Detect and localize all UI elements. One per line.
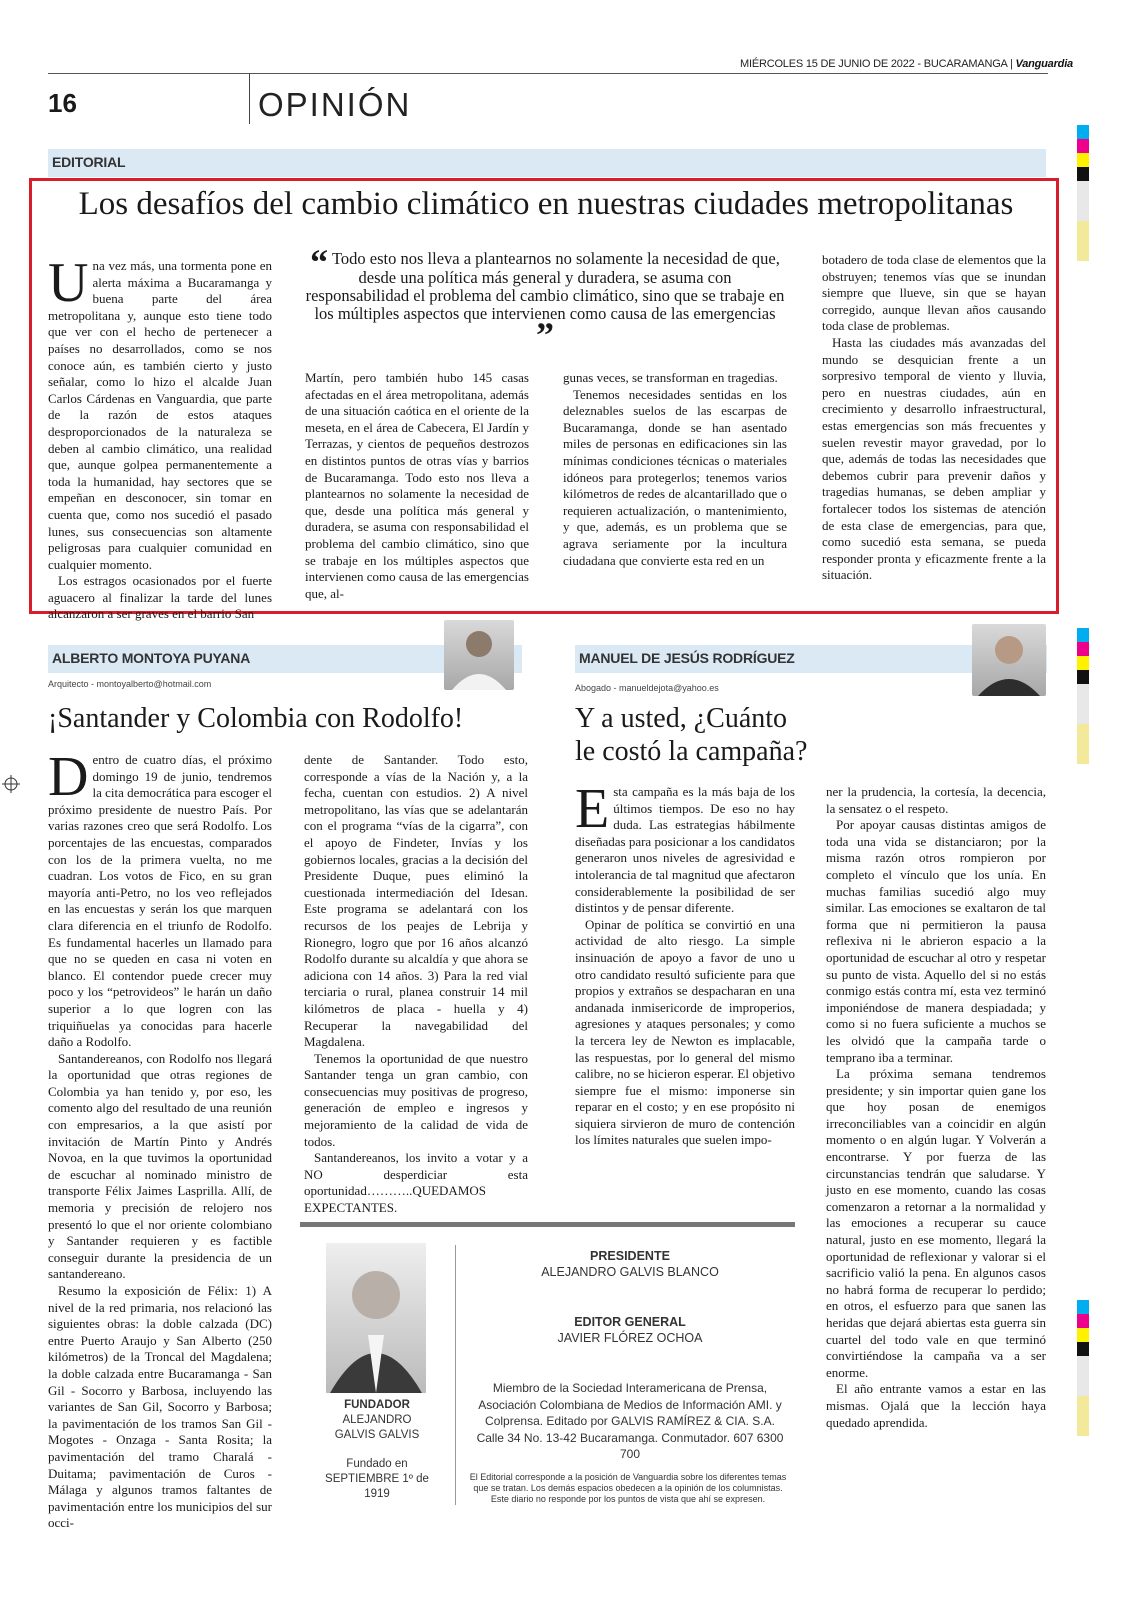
editorial-title: Los desafíos del cambio climático en nuestras ciudades metropolitanas — [78, 186, 1014, 222]
drop-cap: U — [48, 252, 89, 314]
masthead-rule — [300, 1222, 795, 1227]
drop-cap: D — [48, 746, 89, 808]
paragraph: Tenemos necesidades sentidas en los deleznables suelos de las escarpas de Bucaramanga, donde se han asentado miles de personas en edificaciones sin las mínimas condiciones técnicas o materiales idóneos para protegerlos; tenemos varios kilómetros de redes de alcantarillado que o requieren actualización, o mantenimiento, y que, además, es un problema que se agrava seriamente por la incultura ciudadana que convierte esta red en un — [563, 386, 787, 568]
editorial-tag-bar — [48, 149, 1046, 177]
editorial-column-3 — [563, 370, 787, 569]
cmyk-strip-bottom — [1077, 1300, 1089, 1436]
paragraph: gunas veces, se transforman en tragedias. — [563, 370, 778, 385]
cmyk-strip-middle — [1077, 628, 1089, 764]
left-article-column-1 — [48, 746, 272, 1532]
founded-label: Fundado en — [346, 1458, 408, 1470]
masthead-credits — [470, 1248, 790, 1346]
membership-text: Miembro de la Sociedad Interamericana de Prensa, Asociación Colombiana de Medios de Información AMI. y Colprensa. Editado por GALVIS RAMÍREZ & CIA. S.A. Calle 34 No. 13-42 Bucaramanga. Conmutador. 607 6300 700 — [476, 1381, 784, 1461]
paragraph: Santandereanos, con Rodolfo nos llegará la oportunidad que otras regiones de Colombia ya han tenido y, por eso, les comento algo del resultado de una reunión con empresarios, a la que asistí por invitación de Martín Pinto y Andrés Novoa, en la que tuvimos la oportunidad de escuchar al nominado ministro de transporte Félix Jaimes Lasprilla. Allí, de memoria y precisión de relojero nos presentó lo que el nor oriente colombiano y Santander requieren y es factible conseguir durante la presidencia de un santandereano. — [48, 1050, 272, 1282]
editorial-column-1 — [48, 252, 272, 623]
author-name: MANUEL DE JESÚS RODRÍGUEZ — [579, 650, 795, 666]
title-line: le costó la campaña? — [575, 736, 808, 767]
paragraph: Santandereanos, los invito a votar y a NO desperdiciar esta oportunidad………..QUEDAMOS EXPECTANTES. — [304, 1150, 528, 1216]
author-info: Abogado - manueldejota@yahoo.es — [575, 683, 719, 693]
editor-label: EDITOR GENERAL — [574, 1315, 686, 1329]
left-article-column-2 — [304, 752, 528, 1217]
paragraph: El año entrante vamos a estar en las mismas. Ojalá que la lección haya quedado aprendida. — [826, 1381, 1046, 1430]
paragraph: Los estragos ocasionados por el fuerte aguacero al finalizar la tarde del lunes alcanzaron a ser graves en el barrio San — [48, 573, 272, 622]
paragraph: Una vez más, una tormenta pone en alerta máxima a Bucaramanga y buena parte del área metropolitana y, aunque esto tiene todo que ver con el hecho de pertenecer a países no desarrollados, como se nos conoce aún, es también cierto y justo señalar, como lo hizo el alcalde Juan Carlos Cárdenas en Vanguardia, que parte de la razón de estos ataques desproporcionados de la naturaleza se deben al cambio climático, una realidad que, aunque golpea permanentemente a toda la humanidad, hay sectores que se empeñan en desconocer, sin tomar en cuenta que, como nos sucedió el pasado lunes, sus consecuencias son altamente peligrosas para cualquier comunidad en cualquier momento. — [48, 252, 272, 572]
author-photo — [972, 624, 1046, 696]
right-article-column-2 — [826, 784, 1046, 1431]
president-label: PRESIDENTE — [590, 1249, 670, 1263]
editorial-column-2 — [305, 370, 529, 602]
paragraph: Hasta las ciudades más avanzadas del mundo se desquician frente a un sorpresivo temporal de viento y lluvia, pero en nuestras ciudades, aún en crecimiento y desarrollo infraestructural, estas emergencias son más frecuentes y suelen revestir mayor gravedad, por lo que, además de todas las necesidades que debemos cubrir para prevenir daños y tragedias humanas, se deben ampliar y fortalecer todos los sistemas de atención de esta clase de emergencias, para que, como sucedió esta semana, se pueda responder pronta y eficazmente frente a la situación. — [822, 334, 1046, 583]
paragraph: Dentro de cuatro días, el próximo domingo 19 de junio, tendremos la cita democrática para escoger el próximo presidente de nuestro País. Por varias razones creo que será Rodolfo. Los porcentajes de las encuestas, comparados con los de la primera vuelta, no me cuadran. Los votos de Fico, en su gran mayoría anti-Petro, no los veo reflejados en las encuestas y serán los que marquen clara diferencia en el triunfo de Rodolfo. Es fundamental hacerles un llamado para que no se queden en casa ni voten en blanco. El contendor puede crecer muy poco y los “petrovideos” le harán un daño superior a lo que logren con las triquiñuelas ya conocidas para hacerle daño a Rodolfo. — [48, 746, 272, 1050]
date-line: MIÉRCOLES 15 DE JUNIO DE 2022 - BUCARAMANGA | — [740, 58, 1013, 70]
paragraph: Opinar de política se convirtió en una actividad de alto riesgo. La simple insinuación de apoyo a favor de uno u otro candidato resultó suficiente para que propios y extraños se despacharan en una andanada inmisericorde de improperios, agresiones y ataques personales; y como la tercera ley de Newton es implacable, las respuestas, por lo general del mismo calibre, no se hicieron esperar. El objetivo siempre fue el mismo: imponerse sin reparar en el costo; y en ese propósito ni siquiera sirvieron de muro de contención los límites naturales que suelen impo- — [575, 916, 795, 1148]
founder-label: FUNDADOR — [344, 1399, 410, 1411]
article-title — [575, 702, 1045, 768]
disclaimer-text: El Editorial corresponde a la posición de Vanguardia sobre los diferentes temas que se tratan. Los demás espacios obedecen a la opinión de los columnistas. Este diario no responde por los puntos de vista que ahí se expresen. — [469, 1472, 787, 1504]
article-title: ¡Santander y Colombia con Rodolfo! — [48, 703, 464, 734]
open-quote-icon: “ — [310, 242, 329, 282]
president-name: ALEJANDRO GALVIS BLANCO — [541, 1265, 719, 1279]
paragraph: ner la prudencia, la cortesía, la decencia, la sensatez o el respeto. — [826, 784, 1046, 816]
paragraph: La próxima semana tendremos presidente; y sin importar quien gane los que hoy posan de enemigos irreconciliables van a coincidir en algún momento o en algún lugar. Y Volverán a encontrarse. Y por fuerza de las circunstancias tendrán que saludarse. Y justo en ese momento, cuando las cosas comenzaron a retornar a la normalidad y las emociones a recuperar su cauce natural, justo en ese momento, llegará la oportunidad de reflexionar y valorar si el sacrificio valió la pena. En algunos casos no habrá forma de recuperar lo perdido; en otros, el esfuerzo para que sanen las heridas que dejará abiertas esta guerra sin cuartel del todo vale en que terminó convirtiéndose la campaña va a ser enorme. — [826, 1066, 1046, 1380]
editorial-tag: EDITORIAL — [52, 154, 126, 170]
paragraph: botadero de toda clase de elementos que la obstruyen; tenemos vías que se inundan siempre que llueve, sin que se hayan corregido, aunque llevan años causando toda clase de problemas. — [822, 252, 1046, 334]
author-name: ALBERTO MONTOYA PUYANA — [52, 650, 251, 666]
registration-mark-icon — [2, 775, 20, 793]
founder-photo — [326, 1243, 426, 1393]
masthead-divider — [455, 1245, 456, 1505]
cmyk-strip-top — [1077, 125, 1089, 261]
pull-quote-text: Todo esto nos lleva a plantearnos no solamente la necesidad de que, desde una política más general y duradera, se asuma con responsabilidad el problema del cambio climático, sino que se trabaje en los múltiples aspectos que intervienen como causa de las emergencias — [305, 249, 785, 323]
author-info: Arquitecto - montoyalberto@hotmail.com — [48, 679, 212, 689]
page-number: 16 — [48, 88, 77, 118]
founded-date: SEPTIEMBRE 1º de 1919 — [325, 1473, 429, 1500]
paragraph: Tenemos la oportunidad de que nuestro Santander tenga un gran cambio, con consecuencias muy positivas de progreso, generación de empleo e ingresos y mejoramiento de la calidad de vida de todos. — [304, 1050, 528, 1149]
paragraph: Martín, pero también hubo 145 casas afectadas en el área metropolitana, además de una situación caótica en el oriente de la meseta, en el área de Cabecera, El Jardín y Terrazas, y cientos de pequeños destrozos en distintos puntos de otras vías y barrios de Bucaramanga. Todo esto nos lleva a plantearnos no solamente la necesidad de que, desde una política más general y duradera, se asuma con responsabilidad el problema del cambio climático, sino que se trabaje en los múltiples aspectos que intervienen como causa de las emergencias que, al- — [305, 370, 529, 601]
founder-block — [318, 1398, 436, 1502]
author-photo — [444, 620, 514, 690]
editor-name: JAVIER FLÓREZ OCHOA — [557, 1331, 703, 1345]
paragraph: dente de Santander. Todo esto, corresponde a vías de la Nación y, a la fecha, cuentan con estudios. 2) A nivel metropolitano, las vías que se adelantarán con el programa “vías de la cigarra”, con el apoyo de Findeter, Invías y los gobiernos locales, gracias a la decisión del Presidente Duque, pues eliminó la cuestionada intermediación del Idesan. Este programa se adelantará con los recursos de los peajes de Lebrija y Rionegro, logro que por 16 años alcanzó Rodolfo durante su alcaldía y que ahora se adiciona con 14 años. 3) Para la red vial terciaria o rural, planea construir 14 mil kilómetros de placa - huella y 4) Recuperar la navegabilidad del Magdalena. — [304, 752, 528, 1050]
header-date — [740, 58, 1073, 70]
paragraph: Resumo la exposición de Félix: 1) A nivel de la red primaria, nos relacionó las siguientes obras: la doble calzada (DC) entre Puerto Araujo y San Alberto (250 kilómetros) de la Troncal del Magdalena; la doble calzada entre Bucaramanga - San Gil - Socorro y Barbosa, incluyendo las variantes de San Gil, Socorro y Barbosa; la pavimentación de los tramos San Gil - Mogotes - Onzaga - Santa Rosita; la pavimentación del tramo Charalá - Duitama; pavimentación de Curos - Málaga y algunos tramos faltantes de pavimentación entre los municipios del sur occi- — [48, 1283, 272, 1531]
section-title: OPINIÓN — [258, 86, 412, 123]
title-line: Y a usted, ¿Cuánto — [575, 703, 788, 734]
founder-name: GALVIS GALVIS — [334, 1429, 420, 1441]
header-divider — [249, 74, 250, 124]
brand-logo: Vanguardia — [1015, 58, 1073, 70]
close-quote-icon: ” — [536, 315, 554, 355]
paragraph: Esta campaña es la más baja de los últimos tiempos. De eso no hay duda. Las estrategias hábilmente diseñadas para posicionar a los candidatos generaron unos niveles de agresividad e intolerancia de tal magnitud que afectaron considerablemente la posibilidad de ser distintos y de pensar diferente. — [575, 778, 795, 916]
right-article-column-1 — [575, 778, 795, 1149]
paragraph: Por apoyar causas distintas amigos de toda una vida se distanciaron; por la misma razón otros rompieron por completo el vínculo que los unía. En muchas familias sucedió algo muy similar. Las emociones se exaltaron de tal forma que ni permitieron la pausa reflexiva ni le abrieron espacio a la oportunidad de escuchar al otro y respetar su punto de vista. Aquello del si no estás conmigo estás contra mí, esta vez terminó imponiéndose de manera despiadada; y como si no fuera suficiente a muchos se les olvidó que la campaña tarde o temprano iba a terminar. — [826, 817, 1046, 1065]
pull-quote — [305, 242, 785, 355]
editorial-column-4 — [822, 252, 1046, 584]
founder-name: ALEJANDRO — [342, 1414, 412, 1426]
header-rule — [48, 73, 1048, 74]
drop-cap: E — [575, 778, 610, 840]
